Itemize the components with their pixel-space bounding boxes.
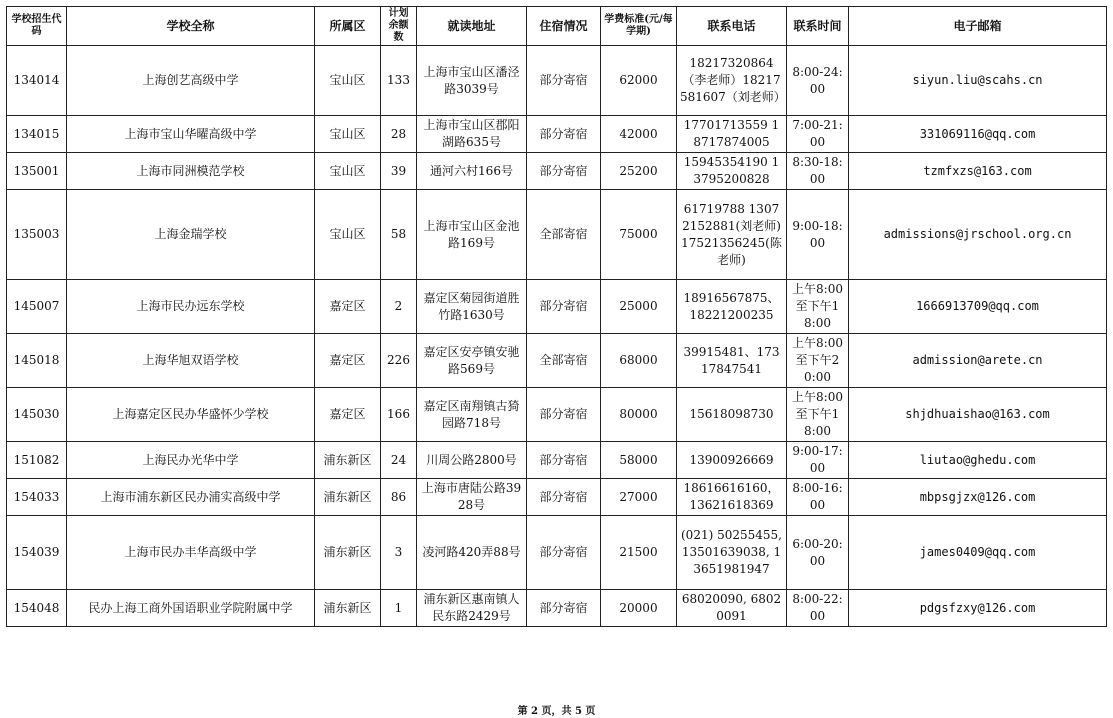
cell-district: 浦东新区 [315, 479, 381, 516]
cell-address: 川周公路2800号 [417, 442, 527, 479]
cell-name: 上海民办光华中学 [67, 442, 315, 479]
cell-name: 上海市同洲模范学校 [67, 153, 315, 190]
page-footer: 第 2 页，共 5 页 [517, 706, 596, 717]
table-row [7, 280, 1107, 334]
cell-name: 上海市宝山华曜高级中学 [67, 116, 315, 153]
cell-fee: 80000 [601, 388, 677, 442]
cell-address: 凌河路420弄88号 [417, 516, 527, 590]
cell-district: 浦东新区 [315, 442, 381, 479]
cell-time: 9:00-17:00 [787, 442, 849, 479]
cell-district: 宝山区 [315, 153, 381, 190]
cell-name: 民办上海工商外国语职业学院附属中学 [67, 590, 315, 627]
cell-fee: 20000 [601, 590, 677, 627]
header-district: 所属区 [315, 7, 381, 46]
header-row [7, 7, 1107, 46]
table-row [7, 190, 1107, 280]
cell-time: 8:00-24:00 [787, 46, 849, 116]
cell-phone: 61719788 13072152881(刘老师) 17521356245(陈老师) [677, 190, 787, 280]
cell-phone: 68020090, 68020091 [677, 590, 787, 627]
header-phone: 联系电话 [677, 7, 787, 46]
cell-fee: 25000 [601, 280, 677, 334]
cell-email: tzmfxzs@163.com [849, 153, 1107, 190]
cell-boarding: 部分寄宿 [527, 590, 601, 627]
cell-code: 154039 [7, 516, 67, 590]
cell-phone: 39915481、17317847541 [677, 334, 787, 388]
cell-email: admissions@jrschool.org.cn [849, 190, 1107, 280]
cell-district: 宝山区 [315, 116, 381, 153]
cell-fee: 42000 [601, 116, 677, 153]
cell-time: 9:00-18:00 [787, 190, 849, 280]
cell-phone: (021) 50255455, 13501639038, 13651981947 [677, 516, 787, 590]
table-row [7, 516, 1107, 590]
header-name: 学校全称 [67, 7, 315, 46]
cell-name: 上海嘉定区民办华盛怀少学校 [67, 388, 315, 442]
header-fee: 学费标准(元/每学期) [601, 7, 677, 46]
cell-code: 135003 [7, 190, 67, 280]
cell-code: 134014 [7, 46, 67, 116]
cell-quota: 86 [381, 479, 417, 516]
cell-email: admission@arete.cn [849, 334, 1107, 388]
table-row [7, 334, 1107, 388]
cell-address: 上海市宝山区金池路169号 [417, 190, 527, 280]
header-email: 电子邮箱 [849, 7, 1107, 46]
cell-code: 145007 [7, 280, 67, 334]
cell-quota: 28 [381, 116, 417, 153]
cell-district: 嘉定区 [315, 280, 381, 334]
header-address: 就读地址 [417, 7, 527, 46]
cell-code: 134015 [7, 116, 67, 153]
cell-email: shjdhuaishao@163.com [849, 388, 1107, 442]
cell-quota: 166 [381, 388, 417, 442]
cell-name: 上海市民办远东学校 [67, 280, 315, 334]
cell-code: 135001 [7, 153, 67, 190]
cell-address: 浦东新区惠南镇人民东路2429号 [417, 590, 527, 627]
cell-name: 上海金瑞学校 [67, 190, 315, 280]
cell-code: 145018 [7, 334, 67, 388]
cell-boarding: 部分寄宿 [527, 116, 601, 153]
header-time: 联系时间 [787, 7, 849, 46]
cell-fee: 27000 [601, 479, 677, 516]
cell-fee: 25200 [601, 153, 677, 190]
table-row [7, 479, 1107, 516]
header-quota: 计划余额数 [381, 7, 417, 46]
header-code: 学校招生代码 [7, 7, 67, 46]
school-table [6, 6, 1107, 627]
cell-district: 嘉定区 [315, 334, 381, 388]
header-boarding: 住宿情况 [527, 7, 601, 46]
cell-code: 151082 [7, 442, 67, 479]
cell-address: 嘉定区南翔镇古猗园路718号 [417, 388, 527, 442]
cell-boarding: 部分寄宿 [527, 442, 601, 479]
cell-name: 上海市民办丰华高级中学 [67, 516, 315, 590]
cell-email: liutao@ghedu.com [849, 442, 1107, 479]
cell-address: 上海市宝山区潘泾路3039号 [417, 46, 527, 116]
cell-fee: 68000 [601, 334, 677, 388]
cell-time: 7:00-21:00 [787, 116, 849, 153]
cell-phone: 18616616160，13621618369 [677, 479, 787, 516]
cell-time: 8:00-16:00 [787, 479, 849, 516]
cell-code: 154048 [7, 590, 67, 627]
cell-district: 浦东新区 [315, 516, 381, 590]
cell-boarding: 全部寄宿 [527, 190, 601, 280]
cell-email: 1666913709@qq.com [849, 280, 1107, 334]
cell-quota: 58 [381, 190, 417, 280]
table-body [7, 46, 1107, 627]
cell-quota: 3 [381, 516, 417, 590]
cell-phone: 15618098730 [677, 388, 787, 442]
cell-district: 宝山区 [315, 190, 381, 280]
cell-code: 145030 [7, 388, 67, 442]
cell-time: 8:00-22:00 [787, 590, 849, 627]
cell-address: 上海市宝山区郡阳湖路635号 [417, 116, 527, 153]
cell-email: james0409@qq.com [849, 516, 1107, 590]
cell-time: 上午8:00至下午20:00 [787, 334, 849, 388]
cell-quota: 1 [381, 590, 417, 627]
cell-quota: 39 [381, 153, 417, 190]
cell-boarding: 部分寄宿 [527, 46, 601, 116]
table-row [7, 46, 1107, 116]
cell-fee: 21500 [601, 516, 677, 590]
table-row [7, 590, 1107, 627]
table-row [7, 442, 1107, 479]
cell-quota: 24 [381, 442, 417, 479]
cell-email: pdgsfzxy@126.com [849, 590, 1107, 627]
cell-time: 8:30-18:00 [787, 153, 849, 190]
cell-phone: 15945354190 13795200828 [677, 153, 787, 190]
cell-district: 嘉定区 [315, 388, 381, 442]
cell-email: siyun.liu@scahs.cn [849, 46, 1107, 116]
cell-boarding: 部分寄宿 [527, 280, 601, 334]
cell-time: 上午8:00至下午18:00 [787, 280, 849, 334]
cell-code: 154033 [7, 479, 67, 516]
cell-address: 嘉定区菊园街道胜竹路1630号 [417, 280, 527, 334]
table-row [7, 388, 1107, 442]
cell-address: 通河六村166号 [417, 153, 527, 190]
cell-boarding: 部分寄宿 [527, 479, 601, 516]
cell-name: 上海创艺高级中学 [67, 46, 315, 116]
cell-phone: 18217320864（李老师）18217581607（刘老师） [677, 46, 787, 116]
cell-name: 上海华旭双语学校 [67, 334, 315, 388]
cell-fee: 75000 [601, 190, 677, 280]
cell-time: 6:00-20:00 [787, 516, 849, 590]
cell-quota: 226 [381, 334, 417, 388]
cell-quota: 133 [381, 46, 417, 116]
cell-time: 上午8:00至下午18:00 [787, 388, 849, 442]
cell-email: 331069116@qq.com [849, 116, 1107, 153]
cell-phone: 18916567875、18221200235 [677, 280, 787, 334]
cell-district: 宝山区 [315, 46, 381, 116]
cell-phone: 17701713559 18717874005 [677, 116, 787, 153]
cell-fee: 62000 [601, 46, 677, 116]
cell-phone: 13900926669 [677, 442, 787, 479]
cell-boarding: 全部寄宿 [527, 334, 601, 388]
cell-district: 浦东新区 [315, 590, 381, 627]
cell-name: 上海市浦东新区民办浦实高级中学 [67, 479, 315, 516]
cell-boarding: 部分寄宿 [527, 516, 601, 590]
cell-boarding: 部分寄宿 [527, 153, 601, 190]
cell-address: 上海市唐陆公路3928号 [417, 479, 527, 516]
table-row [7, 116, 1107, 153]
table-row [7, 153, 1107, 190]
cell-address: 嘉定区安亭镇安驰路569号 [417, 334, 527, 388]
cell-boarding: 部分寄宿 [527, 388, 601, 442]
cell-quota: 2 [381, 280, 417, 334]
cell-email: mbpsgjzx@126.com [849, 479, 1107, 516]
cell-fee: 58000 [601, 442, 677, 479]
